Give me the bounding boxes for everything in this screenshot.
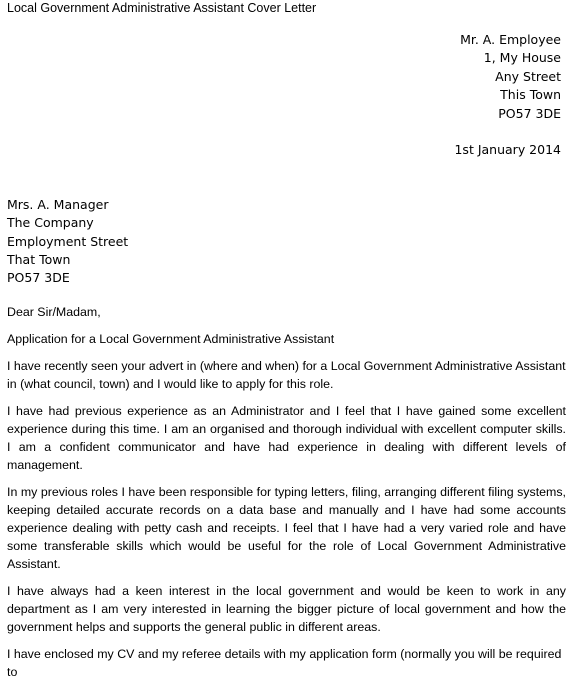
recipient-name: Mrs. A. Manager <box>7 197 109 212</box>
subject-line: Application for a Local Government Administrative Assistant <box>7 332 335 346</box>
sender-town: This Town <box>500 87 561 103</box>
recipient-town: That Town <box>7 251 71 267</box>
sender-address-line-1: 1, My House <box>483 50 561 66</box>
recipient-street: Employment Street <box>7 233 129 249</box>
letter-date: 1st January 2014 <box>454 142 561 157</box>
recipient-postcode: PO57 3DE <box>7 270 70 286</box>
sender-address-line-2: Any Street <box>495 68 561 84</box>
paragraph-5: I have enclosed my CV and my referee details with my application form (normally you will be required to <box>7 647 562 679</box>
letter-body <box>7 303 566 690</box>
paragraph-3: In my previous roles I have been responsible for typing letters, filing, arranging different filing systems, keeping detailed accurate records on a data base and manually and I have had some accounts experience dealing with petty cash and receipts. I feel that I have had a very varied role and have some transferable skills which would be useful for the role of Local Government Administrative Assistant. <box>7 485 566 571</box>
paragraph-4: I have always had a keen interest in the local government and would be keen to work in any department as I am very interested in learning the bigger picture of local government and how the government helps and supports the general public in different areas. <box>7 584 566 634</box>
recipient-address <box>7 196 128 287</box>
salutation: Dear Sir/Madam, <box>7 305 101 319</box>
paragraph-1: I have recently seen your advert in (where and when) for a Local Government Administrative Assistant in (what council, town) and I would like to apply for this role. <box>7 359 566 391</box>
sender-postcode: PO57 3DE <box>498 105 561 121</box>
sender-name: Mr. A. Employee <box>460 32 561 47</box>
sender-address <box>460 31 561 123</box>
document-title: Local Government Administrative Assistant Cover Letter <box>7 1 317 15</box>
paragraph-2: I have had previous experience as an Administrator and I feel that I have gained some excellent experience during this time. I am an organised and thorough individual with excellent computer skills. I am a confident communicator and have had experience in dealing with different levels of management. <box>7 404 566 472</box>
recipient-company: The Company <box>7 215 94 231</box>
